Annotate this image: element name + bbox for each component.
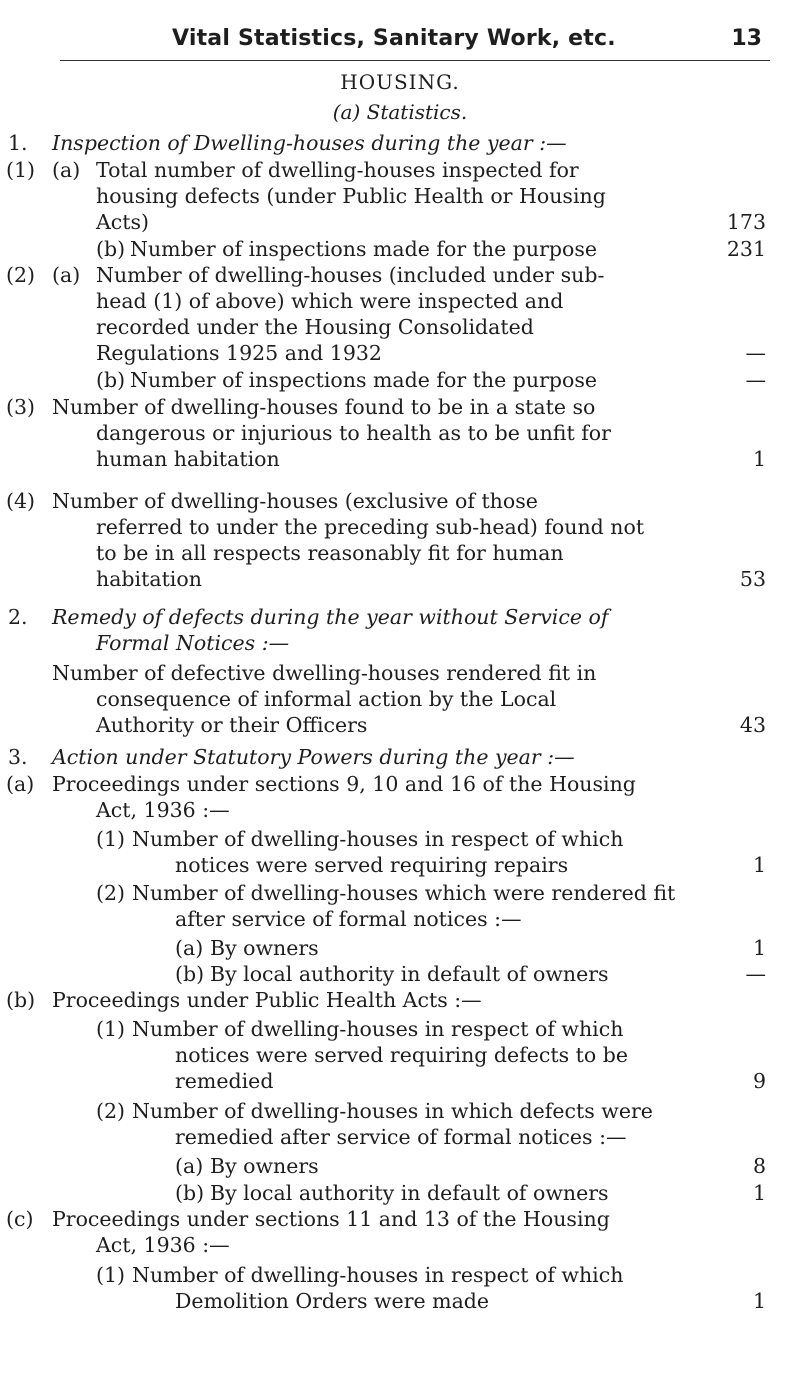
header-title: Vital Statistics, Sanitary Work, etc.: [172, 26, 616, 51]
text-line: Proceedings under sections 9, 10 and 16 of the Housing: [52, 772, 636, 796]
text-line: Regulations 1925 and 1932: [96, 341, 382, 365]
text-line: Number of dwelling-houses which were rendered fit: [132, 881, 676, 905]
text-line: Number of defective dwelling-houses rendered fit in: [52, 661, 597, 685]
value: —: [745, 962, 766, 986]
text-line: Proceedings under sections 11 and 13 of the Housing: [52, 1207, 610, 1231]
sub-item-number: (1): [96, 827, 126, 851]
clause-label: (c): [6, 1207, 34, 1231]
header-rule: [60, 60, 770, 61]
text-line: Total number of dwelling-houses inspected for: [96, 158, 579, 182]
clause-label: (a): [52, 263, 81, 287]
sub-item-number: (4): [6, 489, 36, 513]
text-line: By local authority in default of owners: [210, 962, 609, 986]
item-number: 3.: [8, 745, 28, 769]
text-line: Proceedings under Public Health Acts :—: [52, 988, 482, 1012]
item-title: Inspection of Dwelling-houses during the year :—: [52, 131, 567, 155]
text-line: dangerous or injurious to health as to be unfit for: [96, 421, 611, 445]
clause-label: (b): [175, 1181, 205, 1205]
text-line: Number of dwelling-houses found to be in a state so: [52, 395, 596, 419]
sub-item-number: (2): [6, 263, 36, 287]
clause-label: (b): [96, 237, 126, 261]
text-line: Act, 1936 :—: [96, 1233, 230, 1257]
text-line: referred to under the preceding sub-head) found not: [96, 515, 645, 539]
clause-label: (a): [175, 936, 204, 960]
value: 1: [752, 853, 766, 877]
sub-item-number: (1): [96, 1263, 126, 1287]
text-line: Number of dwelling-houses in respect of which: [132, 827, 624, 851]
value: 43: [739, 713, 766, 737]
text-line: Number of dwelling-houses (exclusive of those: [52, 489, 538, 513]
text-line: Number of inspections made for the purpose: [130, 237, 597, 261]
text-line: Number of inspections made for the purpose: [130, 368, 597, 392]
text-line: Number of dwelling-houses in respect of which: [132, 1263, 624, 1287]
text-line: By local authority in default of owners: [210, 1181, 609, 1205]
text-line: remedied: [175, 1069, 274, 1093]
page-number: 13: [731, 26, 762, 51]
text-line: Demolition Orders were made: [175, 1289, 490, 1313]
clause-label: (a): [6, 772, 35, 796]
text-line: after service of formal notices :—: [175, 907, 522, 931]
item-number: 2.: [8, 605, 28, 629]
value: 1: [752, 936, 766, 960]
section-heading: HOUSING.: [340, 70, 460, 94]
text-line: notices were served requiring defects to be: [175, 1043, 629, 1067]
section-subheading: (a) Statistics.: [332, 100, 468, 124]
item-title: Action under Statutory Powers during the year :—: [52, 745, 575, 769]
value: 1: [752, 1181, 766, 1205]
text-line: housing defects (under Public Health or Housing: [96, 184, 606, 208]
value: 53: [739, 567, 766, 591]
sub-item-number: (2): [96, 1099, 126, 1123]
value: 9: [752, 1069, 766, 1093]
text-line: consequence of informal action by the Local: [96, 687, 557, 711]
clause-label: (b): [175, 962, 205, 986]
text-line: Number of dwelling-houses (included under sub-: [96, 263, 605, 287]
sub-item-number: (2): [96, 881, 126, 905]
value: 8: [752, 1154, 766, 1178]
value: —: [745, 368, 766, 392]
sub-item-number: (3): [6, 395, 36, 419]
text-line: Number of dwelling-houses in respect of which: [132, 1017, 624, 1041]
clause-label: (b): [6, 988, 36, 1012]
sub-item-number: (1): [96, 1017, 126, 1041]
value: 1: [752, 1289, 766, 1313]
value: 1: [752, 447, 766, 471]
item-title: Formal Notices :—: [96, 631, 290, 655]
sub-item-number: (1): [6, 158, 36, 182]
text-line: habitation: [96, 567, 202, 591]
value: —: [745, 341, 766, 365]
text-line: human habitation: [96, 447, 280, 471]
text-line: remedied after service of formal notices :—: [175, 1125, 627, 1149]
text-line: Authority or their Officers: [96, 713, 368, 737]
item-number: 1.: [8, 131, 28, 155]
text-line: Act, 1936 :—: [96, 798, 230, 822]
value: 231: [726, 237, 766, 261]
item-title: Remedy of defects during the year without Service of: [52, 605, 609, 629]
text-line: to be in all respects reasonably fit for human: [96, 541, 564, 565]
text-line: notices were served requiring repairs: [175, 853, 569, 877]
text-line: head (1) of above) which were inspected and: [96, 289, 564, 313]
value: 173: [726, 210, 766, 234]
text-line: Acts): [96, 210, 150, 234]
clause-label: (a): [175, 1154, 204, 1178]
text-line: By owners: [210, 936, 319, 960]
clause-label: (a): [52, 158, 81, 182]
text-line: Number of dwelling-houses in which defects were: [132, 1099, 653, 1123]
text-line: recorded under the Housing Consolidated: [96, 315, 534, 339]
clause-label: (b): [96, 368, 126, 392]
text-line: By owners: [210, 1154, 319, 1178]
running-header: [62, 22, 770, 58]
